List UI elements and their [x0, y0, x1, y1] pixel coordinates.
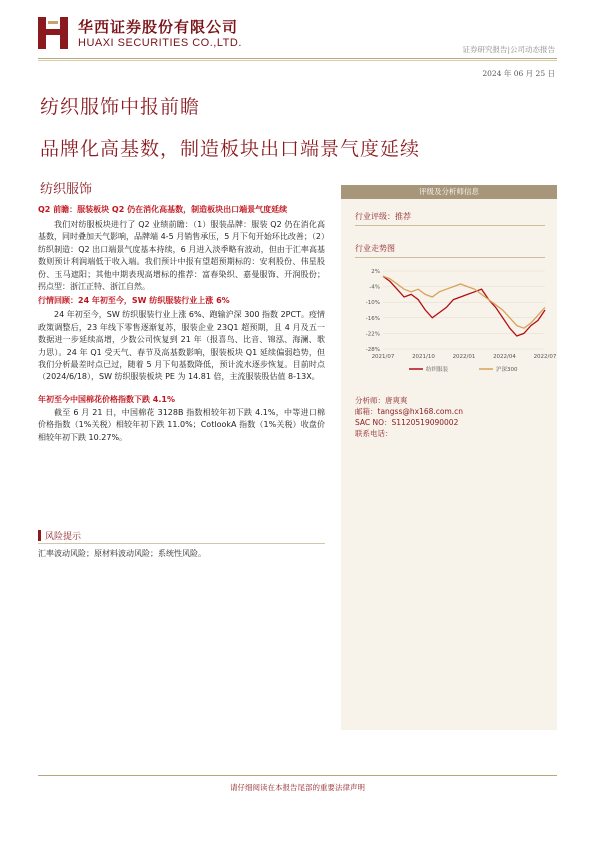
sac-row — [355, 417, 550, 428]
x-tick-label: 2022/01 — [452, 354, 476, 360]
analyst-row — [355, 395, 550, 406]
trend-divider — [355, 257, 545, 258]
analyst-label: 分析师： — [355, 396, 385, 405]
section-body-market: 24 年初至今，SW 纺织服装行业上涨 6%、跑输沪深 300 指数 2PCT。疫情政策调整后，23 年线下零售逐渐复苏，服装企业 23Q1 超预期，且 4 月及五一数据进一步延续高增，少数公司恢复到 21 年（报喜鸟、比音、锦泓、海澜、歌力思）。24 年 Q1 受天气、春节及高基数影响，服装板块 Q1 延续偏弱趋势，但我们分析最差时点已过，随着 5 月下旬基数降低，预计流水逐步恢复。目前时点（2024/6/18），SW 纺织服装板块 PE 为 14.81 倍，主流服装股估值 8-13X。 — [38, 310, 325, 382]
section-body-q2: 我们对纺服板块进行了 Q2 业绩前瞻：（1）服装品牌：服装 Q2 仍在消化高基数，同时叠加天气影响，品牌端 4-5 月销售承压，5 月下旬开始环比改善；（2）纺织制造：Q2 出口端景气度基本持续，6 月进入淡季略有波动，但由于汇率高基数则预计利润端低于收入端。我们预计中报有望超预期标的：安利股份、伟星股份、玉马遮阳；其他中期表现高增标的推荐：富春染织、嘉曼服饰、开润股份；拐点型：浙江正特、浙江自然。 — [38, 220, 325, 292]
report-title: 纺织服饰中报前瞻 — [40, 96, 201, 118]
x-tick-label: 2021/10 — [412, 354, 435, 360]
main-content — [38, 203, 325, 444]
analyst-info — [355, 395, 550, 439]
rating-divider — [355, 225, 545, 226]
y-tick-label: -16% — [365, 315, 380, 322]
industry-label: 纺织服饰 — [40, 182, 93, 197]
y-tick-label: -10% — [365, 300, 380, 307]
risk-divider — [38, 543, 325, 544]
section-title-q2: Q2 前瞻：服装板块 Q2 仍在消化高基数，制造板块出口端景气度延续 — [38, 205, 288, 214]
section-title-cotton: 年初至今中国棉花价格指数下跌 4.1% — [38, 394, 175, 404]
x-tick-label: 2022/07 — [533, 354, 557, 360]
x-tick-label: 2022/04 — [493, 354, 516, 360]
risk-title: 风险提示 — [45, 532, 82, 542]
email-label: 邮箱： — [355, 407, 378, 416]
y-tick-label: -22% — [365, 331, 380, 338]
email-row — [355, 406, 550, 417]
section-body-cotton: 截至 6 月 21 日，中国棉花 3128B 指数相较年初下跌 4.1%，中等进口棉价格指数（1%关税）相较年初下跌 11.0%；CotlookA 指数（1%关税）收盘价相较年初下跌 10.27%。 — [38, 407, 325, 442]
sac-label: SAC NO： — [355, 418, 392, 427]
y-tick-label: 2% — [371, 269, 380, 275]
y-tick-label: -4% — [369, 284, 380, 291]
y-tick-label: -28% — [365, 347, 380, 353]
footer-divider — [38, 775, 557, 776]
legend-label: 纺织服装 — [426, 367, 449, 373]
chart-y-ticks — [366, 269, 380, 353]
email-link[interactable]: tangss@hx168.com.cn — [377, 407, 464, 416]
risk-text: 汇率波动风险；原材料波动风险；系统性风险。 — [38, 549, 206, 558]
risk-heading-marker — [38, 530, 41, 541]
chart-legend — [409, 365, 518, 373]
sac-number: S1120519090002 — [391, 418, 459, 427]
header-divider-secondary — [38, 60, 557, 61]
analyst-sidebar — [341, 185, 557, 730]
company-name-en: HUAXI SECURITIES CO.,LTD. — [78, 37, 242, 49]
trend-title: 行业走势图 — [355, 244, 395, 253]
legend-label: 沪深300 — [496, 367, 518, 373]
industry-rating — [355, 211, 411, 222]
report-date: 2024 年 06 月 25 日 — [482, 69, 555, 78]
x-tick-label: 2021/07 — [371, 354, 395, 360]
huaxi-logo-icon — [38, 17, 68, 49]
risk-heading — [38, 529, 325, 543]
industry-trend-chart — [351, 263, 557, 381]
company-name-cn: 华西证券股份有限公司 — [78, 18, 239, 36]
rating-value: 推荐 — [395, 212, 411, 221]
phone-label: 联系电话： — [355, 429, 393, 438]
rating-label: 行业评级： — [355, 212, 395, 221]
chart-grid — [383, 271, 545, 349]
header-divider — [38, 58, 557, 59]
phone-row — [355, 428, 550, 439]
report-subtitle: 品牌化高基数，制造板块出口端景气度延续 — [40, 138, 421, 160]
analyst-name: 唐爽爽 — [385, 396, 408, 405]
section-title-market: 行情回顾：24 年初至今，SW 纺织服装行业上涨 6% — [38, 296, 230, 306]
sidebar-header: 评级及分析师信息 — [341, 185, 557, 199]
footer-disclaimer: 请仔细阅读在本报告尾部的重要法律声明 — [230, 783, 365, 792]
report-type: 证券研究报告|公司动态报告 — [462, 45, 555, 54]
chart-x-ticks — [372, 354, 557, 360]
